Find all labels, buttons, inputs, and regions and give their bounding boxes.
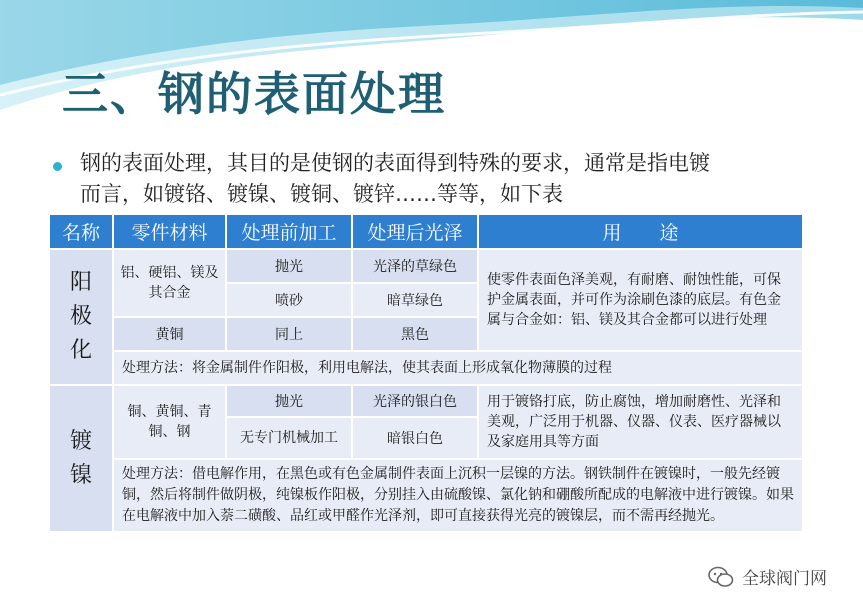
bullet-icon — [53, 162, 62, 171]
table-row — [49, 385, 803, 417]
page-title: 三、钢的表面处理 — [62, 67, 446, 121]
material-cell: 铜、黄铜、青铜、钢 — [113, 385, 226, 459]
gloss-cell: 暗草绿色 — [352, 283, 478, 317]
pre-process-cell: 无专门机械加工 — [226, 417, 352, 459]
wechat-icon — [708, 566, 734, 588]
pre-process-cell: 抛光 — [226, 385, 352, 417]
method-cell: 处理方法：借电解作用，在黑色或有色金属制件表面上沉积一层镍的方法。钢铁制件在镀镍时，一般先经镀铜，然后将制件做阴极，纯镍板作阳极，分别挂入由硫酸镍、氯化钠和硼酸所配成的电解液中进行镀镍。如果在电解液中加入萘二磺酸、品红或甲醛作光泽剂，即可直接获得光亮的镀镍层，而不需再经抛光。 — [113, 459, 803, 532]
header-pre-process: 处理前加工 — [226, 214, 352, 249]
category-nickel: 镀镍 — [49, 385, 113, 532]
method-cell: 处理方法：将金属制件作阳极，利用电解法，使其表面上形成氧化物薄膜的过程 — [113, 351, 803, 385]
header-material: 零件材料 — [113, 214, 226, 249]
pre-process-cell: 喷砂 — [226, 283, 352, 317]
watermark-text: 全球阀门网 — [742, 569, 827, 589]
pre-process-cell: 同上 — [226, 317, 352, 351]
gloss-cell: 黑色 — [352, 317, 478, 351]
header-usage: 用 途 — [478, 214, 803, 249]
material-cell: 铝、硬铝、镁及其合金 — [113, 249, 226, 317]
usage-cell: 使零件表面色泽美观，有耐磨、耐蚀性能，可保护金属表面，并可作为涂刷色漆的底层。有色金属与合金如：铝、镁及其合金都可以进行处理 — [478, 249, 803, 351]
surface-treatment-table — [48, 213, 804, 533]
category-anodize: 阳极化 — [49, 249, 113, 385]
material-cell: 黄铜 — [113, 317, 226, 351]
usage-cell: 用于镀铬打底，防止腐蚀，增加耐磨性、光泽和美观，广泛用于机器、仪器、仪表、医疗器械以及家庭用具等方面 — [478, 385, 803, 459]
pre-process-cell: 抛光 — [226, 249, 352, 283]
gloss-cell: 光泽的银白色 — [352, 385, 478, 417]
intro-line: 而言，如镀铬、镀镍、镀铜、镀锌……等等，如下表 — [80, 182, 563, 206]
watermark — [708, 564, 827, 589]
table-row — [49, 459, 803, 532]
intro-line: 钢的表面处理，其目的是使钢的表面得到特殊的要求，通常是指电镀 — [80, 151, 710, 175]
header-name: 名称 — [49, 214, 113, 249]
table-header-row — [49, 214, 803, 249]
table-row — [49, 351, 803, 385]
header-gloss: 处理后光泽 — [352, 214, 478, 249]
intro-paragraph — [80, 148, 820, 210]
gloss-cell: 光泽的草绿色 — [352, 249, 478, 283]
table-row — [49, 249, 803, 283]
gloss-cell: 暗银白色 — [352, 417, 478, 459]
